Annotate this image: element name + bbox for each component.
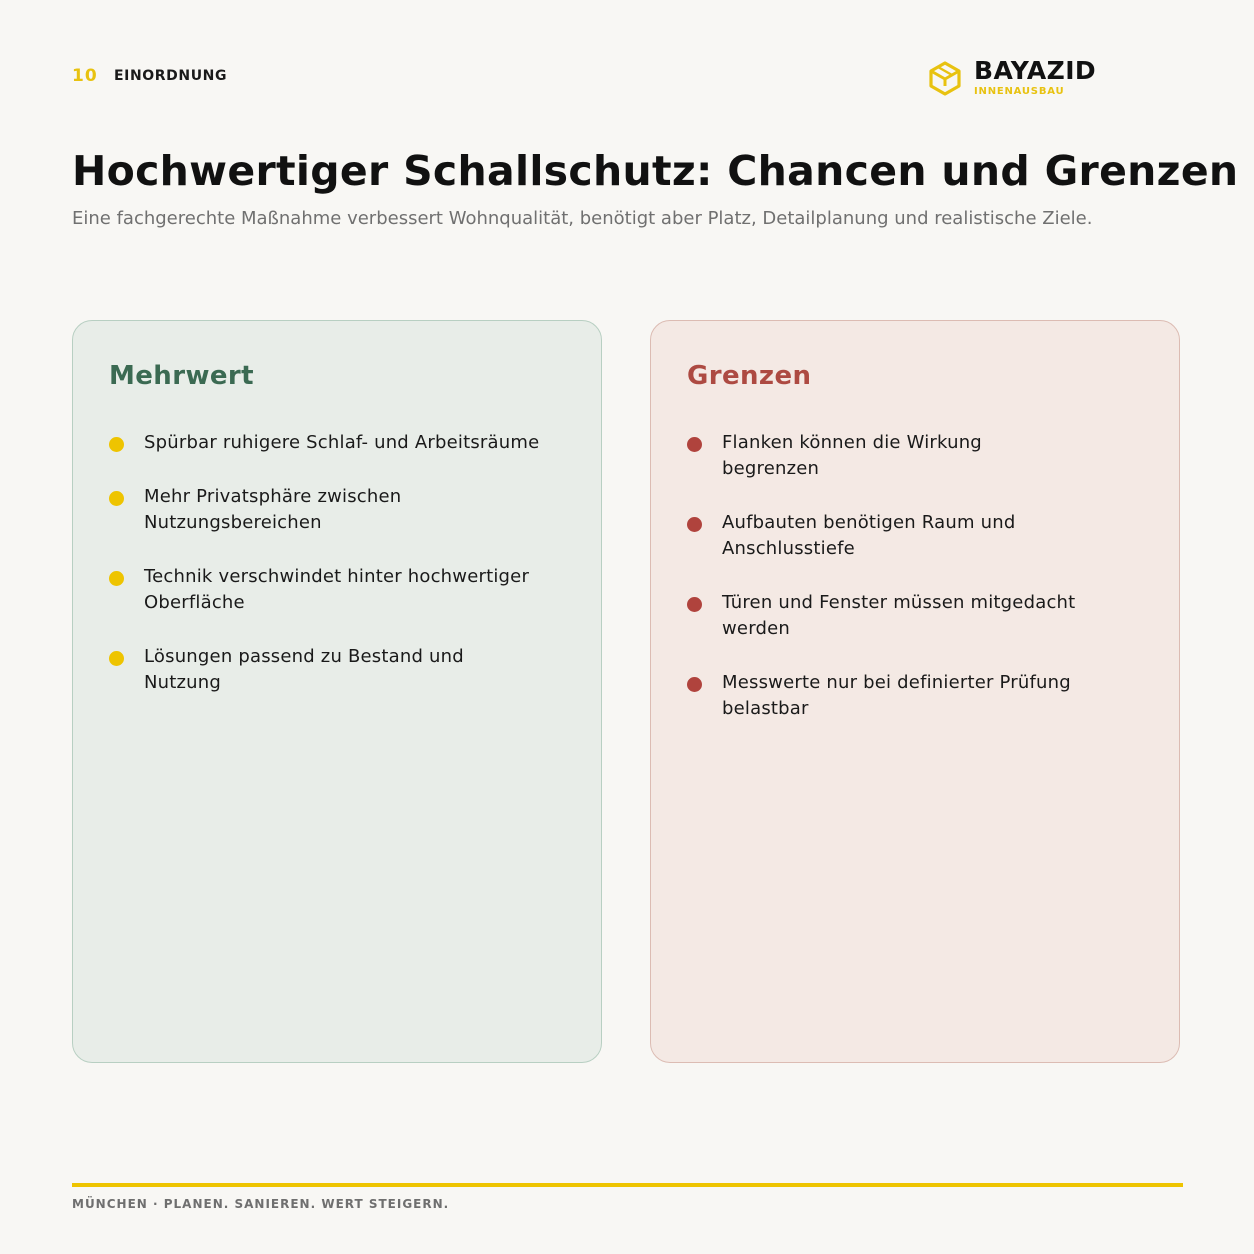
list-item-text: Spürbar ruhigere Schlaf- und Arbeitsräume — [144, 432, 540, 453]
limits-list — [687, 430, 1143, 722]
list-item — [109, 644, 565, 696]
bullet-dot-icon — [109, 491, 124, 506]
bullet-dot-icon — [687, 597, 702, 612]
list-item — [687, 670, 1143, 722]
benefits-title: Mehrwert — [109, 361, 254, 391]
bullet-dot-icon — [687, 677, 702, 692]
list-item-text: Messwerte nur bei definierter Prüfung belastbar — [722, 672, 1071, 719]
company-logo — [928, 58, 1096, 97]
list-item — [687, 510, 1143, 562]
list-item-text: Flanken können die Wirkung begrenzen — [722, 432, 982, 479]
list-item — [109, 484, 565, 536]
benefits-list — [109, 430, 565, 696]
page-subtitle: Eine fachgerechte Maßnahme verbessert Wohnqualität, benötigt aber Platz, Detailplanung und realistische Ziele. — [72, 208, 1093, 229]
benefits-card — [72, 320, 602, 1063]
bullet-dot-icon — [687, 517, 702, 532]
limits-title: Grenzen — [687, 361, 812, 391]
list-item — [109, 430, 565, 456]
logo-name: BAYAZID — [974, 56, 1097, 85]
section-label: EINORDNUNG — [114, 68, 228, 84]
list-item — [687, 590, 1143, 642]
list-item — [109, 564, 565, 616]
bullet-dot-icon — [109, 437, 124, 452]
list-item-text: Türen und Fenster müssen mitgedacht werden — [722, 592, 1076, 639]
footer-tagline: MÜNCHEN · PLANEN. SANIEREN. WERT STEIGERN. — [72, 1197, 450, 1211]
page-title: Hochwertiger Schallschutz: Chancen und Grenzen — [72, 147, 1239, 195]
cube-icon — [928, 60, 962, 96]
list-item-text: Lösungen passend zu Bestand und Nutzung — [144, 646, 464, 693]
bullet-dot-icon — [109, 651, 124, 666]
list-item-text: Technik verschwindet hinter hochwertiger Oberfläche — [144, 566, 530, 613]
logo-tagline: INNENAUSBAU — [974, 86, 1065, 97]
bullet-dot-icon — [109, 571, 124, 586]
list-item-text: Aufbauten benötigen Raum und Anschlusstiefe — [722, 512, 1016, 559]
bullet-dot-icon — [687, 437, 702, 452]
list-item — [687, 430, 1143, 482]
list-item-text: Mehr Privatsphäre zwischen Nutzungsbereichen — [144, 486, 402, 533]
page-number: 10 — [72, 66, 98, 86]
limits-card — [650, 320, 1180, 1063]
footer-divider — [72, 1183, 1183, 1187]
